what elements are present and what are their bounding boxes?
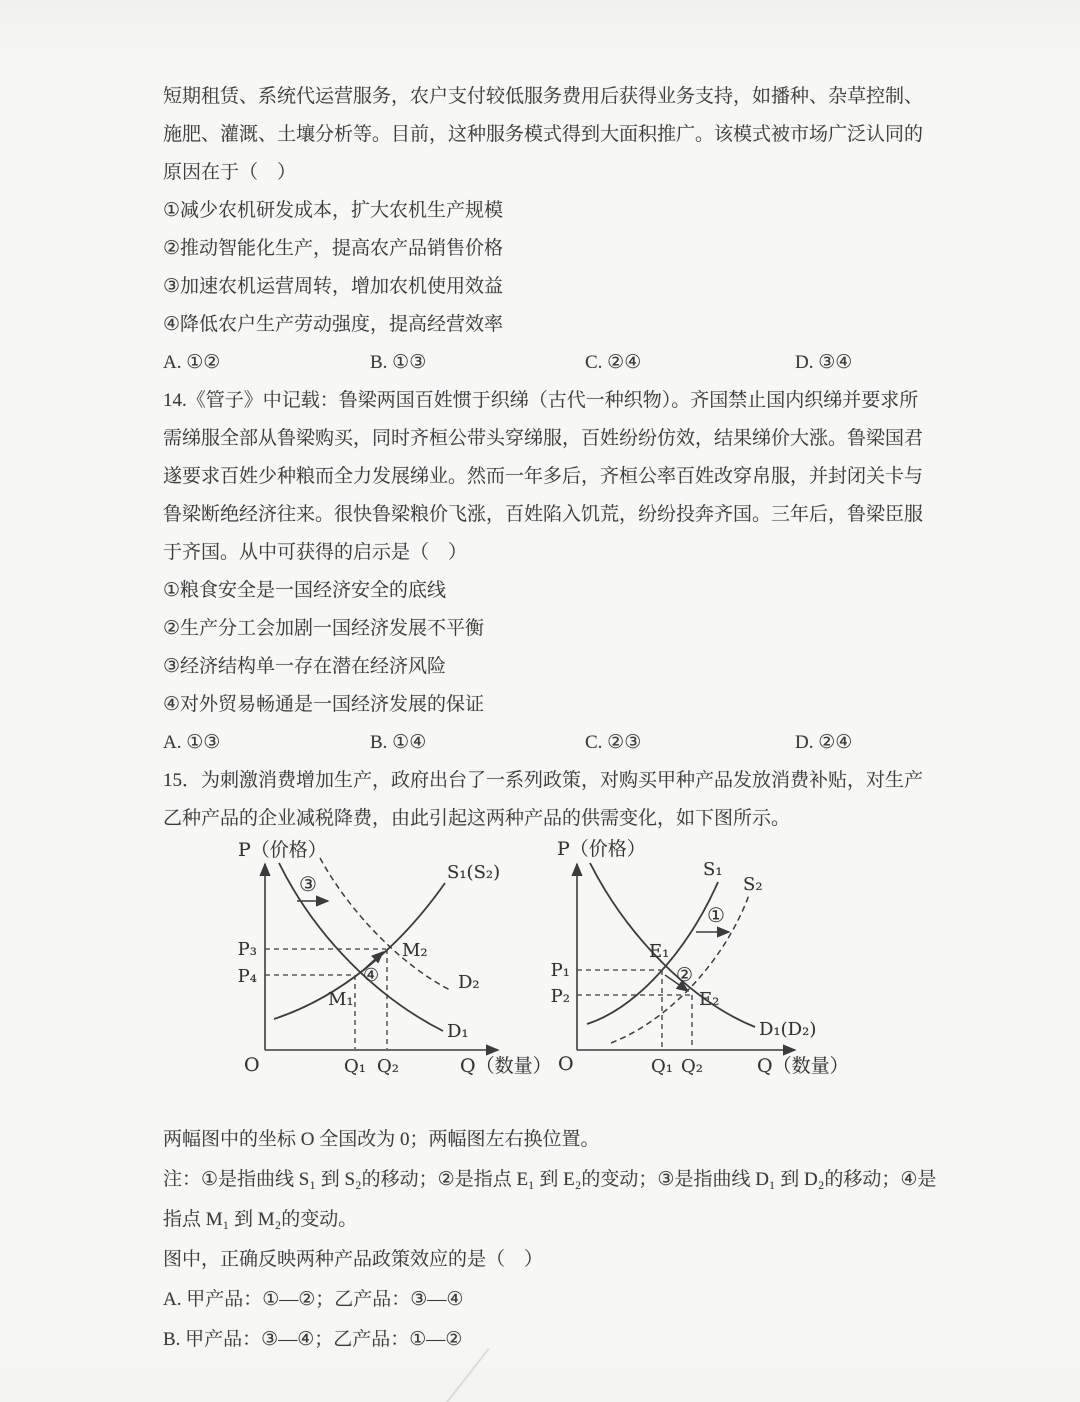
paragraph-line: 乙种产品的企业减税降费，由此引起这两种产品的供需变化，如下图所示。 (163, 808, 791, 829)
paragraph-line: 于齐国。从中可获得的启示是（ ） (163, 542, 468, 563)
choice-item: C. ②④ (585, 352, 642, 373)
paragraph-line: 鲁梁断绝经济往来。很快鲁梁粮价飞涨，百姓陷入饥荒，纷纷投奔齐国。三年后，鲁梁臣服 (163, 504, 924, 525)
choice-item: C. ②③ (585, 732, 642, 753)
q15-answers (163, 1280, 925, 1360)
q15-bottom-block (163, 1120, 937, 1240)
origin-label: O (244, 1054, 260, 1076)
left-supply-demand-chart (200, 838, 560, 1106)
choice-item: B. ①③ (370, 352, 427, 373)
p4-tick-label: P₄ (237, 966, 257, 987)
note-line: 指点 M₁ 到 M₂的变动。 (163, 1209, 358, 1230)
option-line: ②生产分工会加剧一国经济发展不平衡 (163, 618, 485, 639)
demand-curve-label: D₁(D₂) (759, 1019, 817, 1040)
demand2-curve-label: D₂ (458, 972, 480, 993)
supply-demand-figures (163, 838, 925, 1120)
paragraph-line: 短期租赁、系统代运营服务，农户支付较低服务费用后获得业务支持，如播种、杂草控制、 (163, 86, 924, 107)
page-content (163, 78, 937, 1360)
q1-tick-label: Q₁ (344, 1056, 366, 1077)
q13-paragraph (163, 78, 925, 192)
p2-tick-label: P₂ (550, 986, 570, 1007)
m1-point-label: M₁ (328, 989, 354, 1010)
supply1-curve-label: S₁ (703, 859, 723, 880)
q14-choices (163, 724, 925, 762)
e2-point-label: E₂ (699, 989, 720, 1010)
paragraph-line: 施肥、灌溉、土壤分析等。目前，这种服务模式得到大面积推广。该模式被市场广泛认同的 (163, 124, 924, 145)
origin-label: O (558, 1053, 574, 1075)
q13-choices (163, 344, 925, 382)
q2-tick-label: Q₂ (681, 1056, 703, 1077)
question-13 (163, 78, 925, 382)
q15-paragraph (163, 762, 925, 838)
question-15 (163, 762, 937, 1360)
paragraph-line: 遂要求百姓少种粮而全力发展绨业。然而一年多后，齐桓公率百姓改穿帛服，并封闭关卡与 (163, 466, 924, 487)
q2-tick-label: Q₂ (377, 1056, 399, 1077)
x-axis-label: Q（数量） (757, 1055, 849, 1077)
paragraph-line: 15．为刺激消费增加生产，政府出台了一系列政策，对购买甲种产品发放消费补贴，对生产 (163, 770, 924, 791)
paragraph-line: 原因在于（ ） (163, 162, 297, 183)
q14-paragraph (163, 382, 925, 572)
demand1-curve-label: D₁ (447, 1021, 469, 1042)
choice-item: A. ①③ (163, 732, 221, 753)
note-line: 两幅图中的坐标 O 全国改为 0；两幅图左右换位置。 (163, 1129, 600, 1150)
shift-annotation: ① (707, 903, 725, 927)
option-line: ①减少农机研发成本，扩大农机生产规模 (163, 200, 504, 221)
p3-tick-label: P₃ (237, 939, 257, 960)
y-axis-label: P（价格） (557, 838, 646, 860)
option-line: ③加速农机运营周转，增加农机使用效益 (163, 276, 504, 297)
supply2-curve-label: S₂ (743, 874, 763, 895)
q13-options (163, 192, 925, 344)
e1-point-label: E₁ (649, 941, 670, 962)
demand2-curve (320, 858, 452, 991)
choice-item: D. ③④ (795, 352, 853, 373)
answer-line: A. 甲产品：①—②；乙产品：③—④ (163, 1289, 464, 1310)
option-line: ①粮食安全是一国经济安全的底线 (163, 580, 447, 601)
paragraph-line: 14.《管子》中记载：鲁梁两国百姓惯于织绨（古代一种织物）。齐国禁止国内织绨并要求所 (163, 390, 919, 411)
choice-item: A. ①② (163, 352, 221, 373)
y-axis-label: P（价格） (238, 839, 327, 861)
move-annotation: ② (676, 964, 694, 986)
supply-curve-label: S₁(S₂) (447, 862, 501, 883)
option-line: ②推动智能化生产，提高农产品销售价格 (163, 238, 504, 259)
option-line: ④对外贸易畅通是一国经济发展的保证 (163, 694, 485, 715)
answer-line: B. 甲产品：③—④；乙产品：①—② (163, 1329, 463, 1350)
demand-curve (590, 863, 755, 1027)
question-14 (163, 382, 925, 762)
q14-options (163, 572, 925, 724)
choice-item: B. ①④ (370, 732, 427, 753)
x-axis-label: Q（数量） (460, 1055, 552, 1077)
choice-item: D. ②④ (795, 732, 853, 753)
p1-tick-label: P₁ (550, 960, 570, 981)
paragraph-line: 需绨服全部从鲁梁购买，同时齐桓公带头穿绨服，百姓纷纷仿效，结果绨价大涨。鲁梁国君 (163, 428, 924, 449)
option-line: ④降低农户生产劳动强度，提高经营效率 (163, 314, 504, 335)
q15-notes (163, 1120, 937, 1240)
option-line: ③经济结构单一存在潜在经济风险 (163, 656, 447, 677)
m2-point-label: M₂ (402, 940, 428, 961)
note-line: 注：①是指曲线 S₁ 到 S₂的移动；②是指点 E₁ 到 E₂的变动；③是指曲线 D₁ 到 D₂的移动；④是 (163, 1169, 937, 1190)
q1-tick-label: Q₁ (651, 1056, 673, 1077)
q15-question: 图中，正确反映两种产品政策效应的是（ ） (163, 1249, 544, 1270)
move-annotation: ④ (363, 965, 380, 986)
right-supply-demand-chart (545, 838, 905, 1106)
shift-annotation: ③ (299, 872, 317, 896)
